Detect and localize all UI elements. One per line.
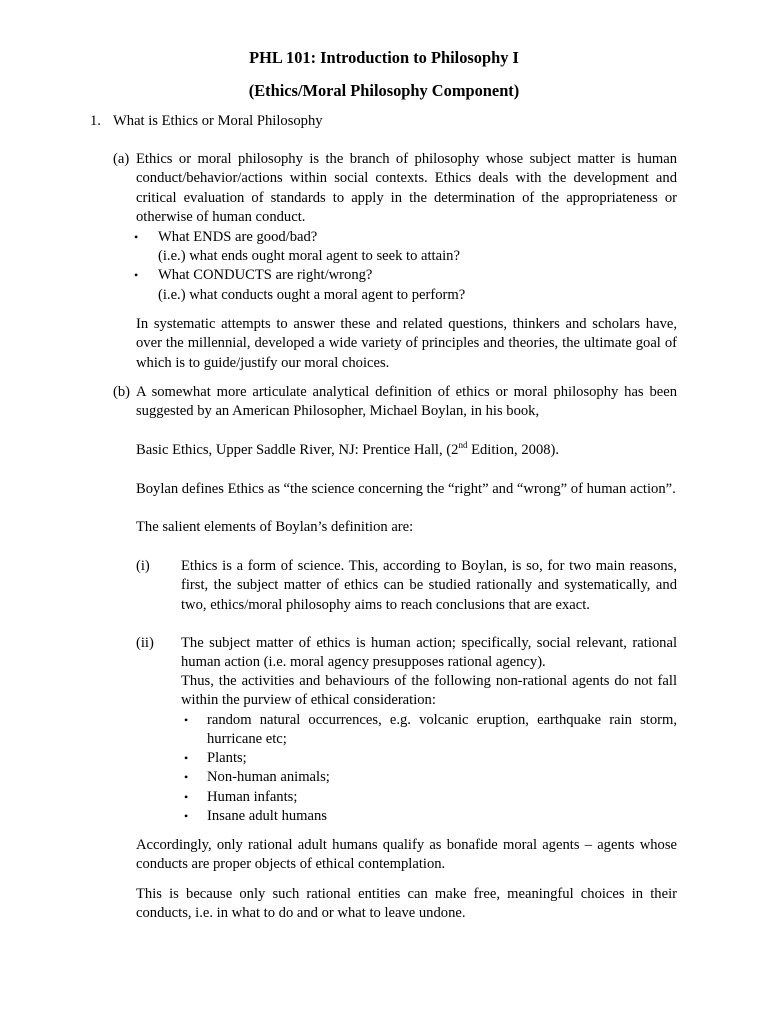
bullet-item-conducts: What CONDUCTS are right/wrong? xyxy=(158,267,373,283)
salient-elements-intro: The salient elements of Boylan’s definition are: xyxy=(136,519,414,535)
bullet-icon: • xyxy=(184,751,189,765)
bullet-icon: • xyxy=(184,809,189,823)
page-subtitle: (Ethics/Moral Philosophy Component) xyxy=(248,81,520,100)
part-b-label: (b) xyxy=(113,384,131,400)
list-item: Non-human animals; xyxy=(207,769,330,785)
bullet-icon: • xyxy=(184,770,189,784)
part-a-paragraph: Ethics or moral philosophy is the branch of philosophy whose subject matter is human conduct/behavior/actions within social contexts. Ethics deals with the development and critical evaluation of standards to apply in the determination of the appropriateness or otherwise of human conduct. xyxy=(136,151,677,226)
bullet-item-ends: What ENDS are good/bad? xyxy=(158,229,318,245)
bullet-icon: • xyxy=(184,713,189,727)
list-item: Human infants; xyxy=(207,789,298,805)
bullet-icon: • xyxy=(134,230,139,244)
part-a-closing: In systematic attempts to answer these and related questions, thinkers and scholars have, over the millennial, developed a wide variety of principles and theories, the ultimate goal of which is to guide/justify our moral choices. xyxy=(136,316,677,371)
book-citation: Basic Ethics, Upper Saddle River, NJ: Prentice Hall, (2nd Edition, 2008). xyxy=(136,440,560,458)
bullet-icon: • xyxy=(134,268,139,282)
boylan-definition: Boylan defines Ethics as “the science concerning the “right” and “wrong” of human action”. xyxy=(136,481,676,497)
item-ii-text: The subject matter of ethics is human action; specifically, social relevant, rational human action (i.e. moral agency presupposes rational agency). xyxy=(181,635,677,671)
list-item: random natural occurrences, e.g. volcanic eruption, earthquake rain storm, hurricane etc; xyxy=(207,712,677,748)
page-title: PHL 101: Introduction to Philosophy I xyxy=(249,48,519,67)
section-number: 1. xyxy=(90,113,101,129)
list-item: Insane adult humans xyxy=(207,808,327,824)
bullet-item-conducts-explanation: (i.e.) what conducts ought a moral agent to perform? xyxy=(158,287,466,303)
item-ii-label: (ii) xyxy=(136,635,154,651)
bullet-icon: • xyxy=(184,790,189,804)
accordingly-paragraph: Accordingly, only rational adult humans qualify as bonafide moral agents – agents whose conducts are proper objects of ethical contemplation. xyxy=(136,837,677,873)
list-item: Plants; xyxy=(207,750,247,766)
because-paragraph: This is because only such rational entities can make free, meaningful choices in their conducts, i.e. in what to do and or what to leave undone. xyxy=(136,886,677,922)
item-i-text: Ethics is a form of science. This, according to Boylan, is so, for two main reasons, first, the subject matter of ethics can be studied rationally and systematically, and two, ethics/moral philosophy aims to reach conclusions that are exact. xyxy=(181,558,677,613)
bullet-item-ends-explanation: (i.e.) what ends ought moral agent to seek to attain? xyxy=(158,248,460,264)
item-i-label: (i) xyxy=(136,558,150,574)
part-b-intro: A somewhat more articulate analytical definition of ethics or moral philosophy has been suggested by an American Philosopher, Michael Boylan, in his book, xyxy=(136,384,677,420)
item-ii-continuation: Thus, the activities and behaviours of the following non-rational agents do not fall within the purview of ethical consideration: xyxy=(181,673,677,709)
section-heading: What is Ethics or Moral Philosophy xyxy=(113,113,323,129)
part-a-label: (a) xyxy=(113,151,130,167)
